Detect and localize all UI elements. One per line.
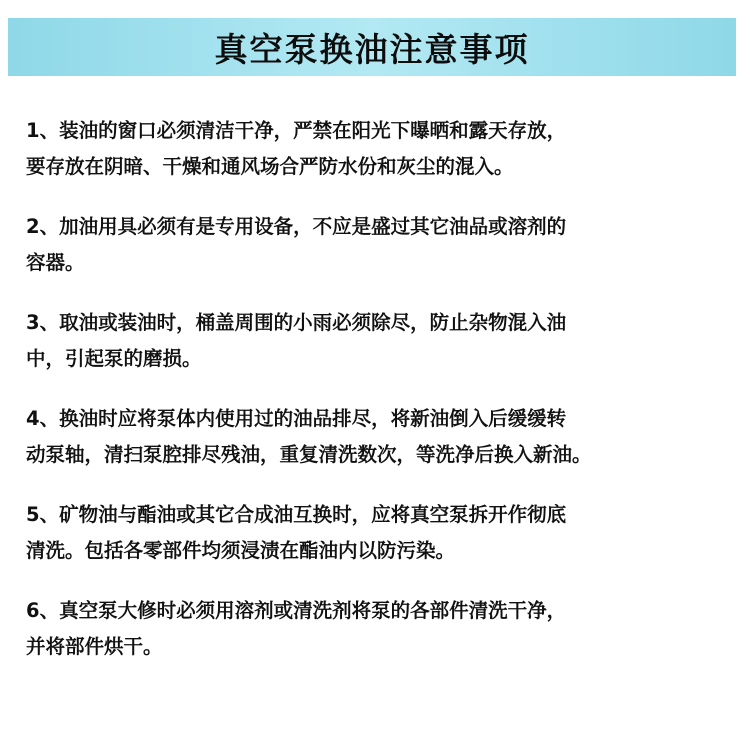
note-line: 中，引起泵的磨损。 xyxy=(26,347,202,370)
note-item-5 xyxy=(26,497,732,569)
note-line: 6、真空泵大修时必须用溶剂或清洗剂将泵的各部件清洗干净， xyxy=(26,599,567,622)
note-line: 动泵轴，清扫泵腔排尽残油，重复清洗数次，等洗净后换入新油。 xyxy=(26,443,592,466)
title-banner xyxy=(8,18,736,76)
note-item-6 xyxy=(26,593,732,665)
note-line: 2、加油用具必须有是专用设备，不应是盛过其它油品或溶剂的 xyxy=(26,215,567,238)
notes-list xyxy=(26,113,732,689)
note-line: 1、装油的窗口必须清洁干净，严禁在阳光下曝晒和露天存放， xyxy=(26,119,567,142)
note-line: 要存放在阴暗、干燥和通风场合严防水份和灰尘的混入。 xyxy=(26,155,514,178)
page-title: 真空泵换油注意事项 xyxy=(214,29,530,69)
note-line: 并将部件烘干。 xyxy=(26,635,163,658)
note-line: 清洗。包括各零部件均须浸渍在酯油内以防污染。 xyxy=(26,539,456,562)
note-item-3 xyxy=(26,305,732,377)
note-line: 5、矿物油与酯油或其它合成油互换时，应将真空泵拆开作彻底 xyxy=(26,503,567,526)
note-line: 容器。 xyxy=(26,251,85,274)
note-line: 4、换油时应将泵体内使用过的油品排尽，将新油倒入后缓缓转 xyxy=(26,407,567,430)
note-line: 3、取油或装油时，桶盖周围的小雨必须除尽，防止杂物混入油 xyxy=(26,311,567,334)
note-item-1 xyxy=(26,113,732,185)
note-item-4 xyxy=(26,401,732,473)
note-item-2 xyxy=(26,209,732,281)
